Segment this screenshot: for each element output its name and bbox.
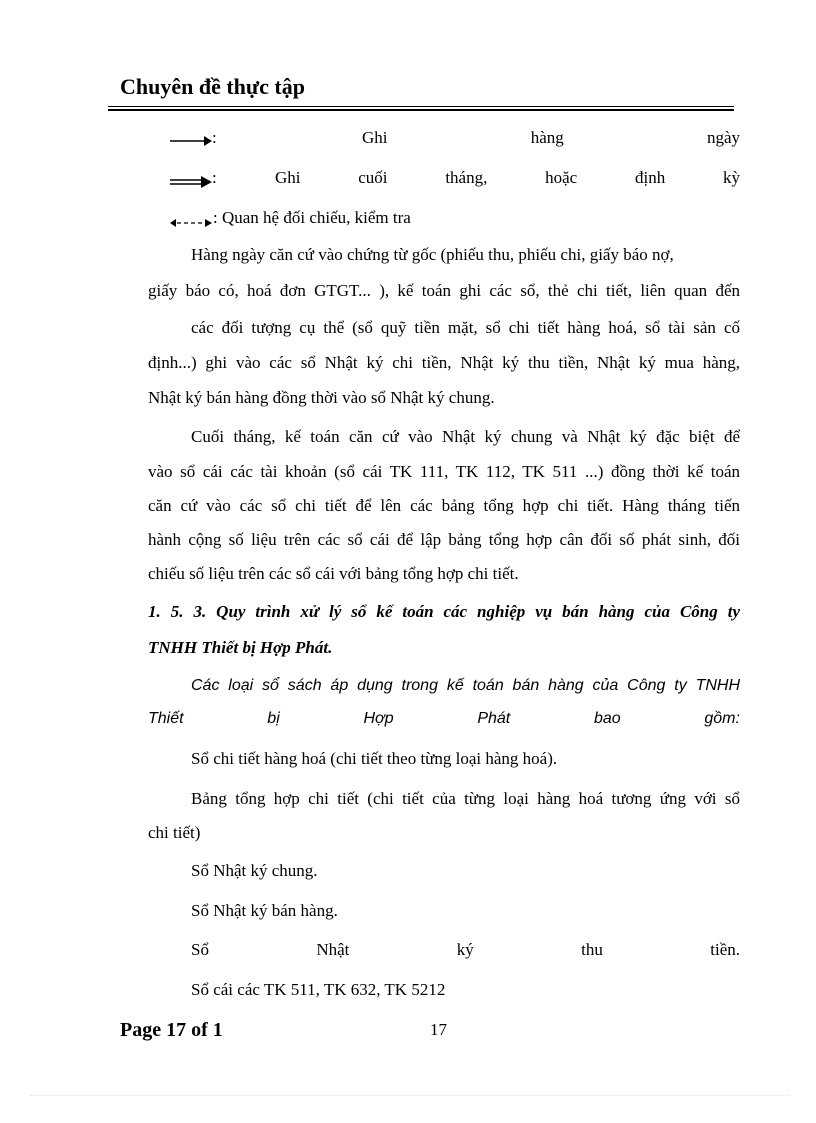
legend-word: kỳ [722, 168, 740, 187]
page-header-title: Chuyên đề thực tập [120, 74, 305, 99]
para1-line4: định...) ghi vào các sổ Nhật ký chi tiền, Nhật ký thu tiền, Nhật ký mua hàng, [148, 353, 740, 372]
para1-line1 [191, 245, 740, 265]
item-word: Nhật [316, 940, 350, 959]
legend-word: ngày [706, 128, 740, 147]
legend-reconcile-text: : Quan hệ đối chiếu, kiểm tra [213, 208, 411, 227]
intro-word: Hợp [363, 710, 394, 727]
para1-line3: các đối tượng cụ thể (sổ quỹ tiền mặt, sổ chi tiết hàng hoá, sổ tài sản cố [191, 318, 740, 337]
item-1: Sổ chi tiết hàng hoá (chi tiết theo từng loại hàng hoá). [191, 749, 558, 768]
item-2-line1: Bảng tổng hợp chi tiết (chi tiết của từng loại hàng hoá tương ứng với sổ [191, 789, 740, 808]
para2-line5: chiếu số liệu trên các sổ cái với bảng tổng hợp chi tiết. [148, 564, 519, 583]
intro-word: bị [267, 710, 280, 727]
intro-word: gồm: [704, 710, 740, 727]
item-word: Sổ [191, 940, 209, 959]
item-5 [191, 940, 740, 960]
item-2-line2: chi tiết) [148, 823, 201, 842]
item-word: thu [581, 940, 603, 959]
item-word: ký [456, 940, 474, 959]
item-3: Sổ Nhật ký chung. [191, 861, 318, 880]
para2-line2: vào sổ cái các tài khoản (sổ cái TK 111, TK 112, TK 511 ...) đồng thời kế toán [148, 462, 740, 481]
legend-word: hàng [530, 128, 564, 147]
text-run: Hàng ngày căn cứ vào chứng từ gốc (phiếu thu, phiếu chi, giấy báo nợ, [191, 245, 674, 264]
intro-line1: Các loại sổ sách áp dụng trong kế toán bán hàng của Công ty TNHH [191, 677, 740, 694]
item-4: Sổ Nhật ký bán hàng. [191, 901, 338, 920]
item-6: Sổ cái các TK 511, TK 632, TK 5212 [191, 980, 446, 999]
intro-word: bao [593, 710, 621, 727]
intro-word: Thiết [148, 710, 184, 727]
footer-page-number: 17 [430, 1020, 447, 1039]
legend-monthly-colon: : [212, 168, 217, 187]
item-word: tiền. [710, 940, 740, 959]
para2-line1: Cuối tháng, kế toán căn cứ vào Nhật ký chung và Nhật ký đặc biệt để [191, 427, 740, 446]
section-heading-line1: 1. 5. 3. Quy trình xử lý sổ kế toán các nghiệp vụ bán hàng của Công ty [148, 602, 740, 621]
legend-word: định [634, 168, 666, 187]
para2-line4: hành cộng số liệu trên các sổ cái để lập bảng tổng hợp cân đối số phát sinh, đối [148, 530, 740, 549]
legend-word: Ghi [362, 128, 388, 147]
section-heading-line2: TNHH Thiết bị Hợp Phát. [148, 638, 333, 657]
legend-daily-colon: : [212, 128, 217, 147]
legend-word: tháng, [445, 168, 488, 187]
footer-dotted-divider [30, 1095, 790, 1096]
header-rule-thin [108, 106, 734, 107]
legend-word: cuối [358, 168, 388, 187]
solid-arrow-icon [170, 134, 212, 152]
double-arrow-icon [170, 175, 212, 194]
para1-line2: giấy báo có, hoá đơn GTGT... ), kế toán ghi các sổ, thẻ chi tiết, liên quan đến [148, 281, 740, 300]
intro-line2 [148, 710, 740, 728]
legend-daily-text [362, 128, 740, 148]
legend-monthly-text [275, 168, 740, 188]
para2-line3: căn cứ vào các sổ chi tiết để lên các bảng tổng hợp chi tiết. Hàng tháng tiến [148, 496, 740, 515]
header-rule-thick [108, 109, 734, 111]
footer-page-label: Page 17 of 1 [120, 1019, 223, 1041]
legend-word: Ghi [275, 168, 301, 187]
para1-line5: Nhật ký bán hàng đồng thời vào sổ Nhật ký chung. [148, 388, 495, 407]
legend-word: hoặc [545, 168, 578, 187]
intro-word: Phát [477, 710, 511, 727]
dashed-double-arrow-icon [170, 216, 212, 234]
